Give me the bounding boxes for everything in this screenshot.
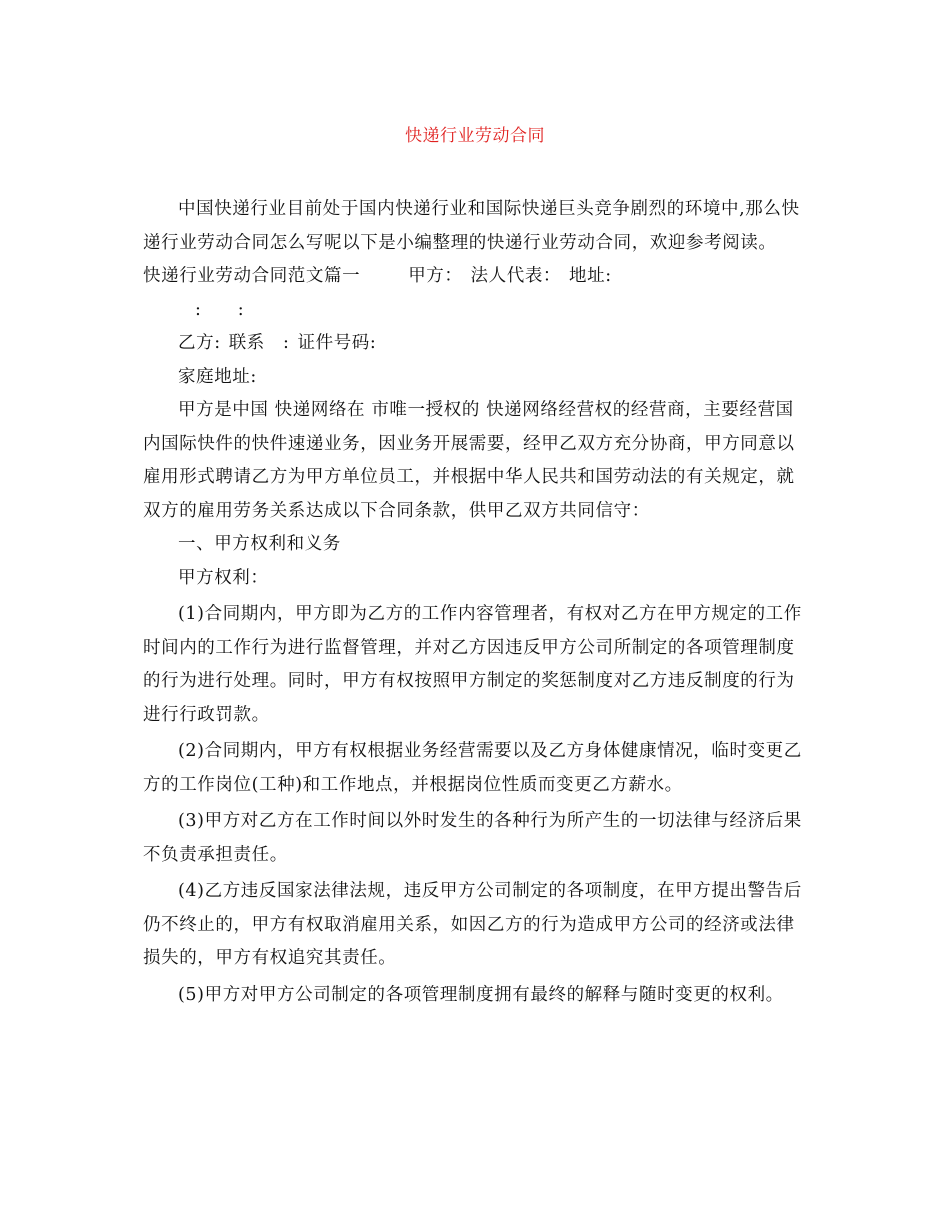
party-b-label: 乙方:: [178, 333, 221, 353]
address-label: 地址:: [569, 266, 612, 286]
party-a-label: 甲方：: [408, 266, 463, 286]
party-b-line: [143, 327, 811, 361]
clause-item: (1)合同期内，甲方即为乙方的工作内容管理者，有权对乙方在甲方规定的工作时间内的工作行为进行监督管理，并对乙方因违反甲方公司所制定的各项管理制度的行为进行处理。同时，甲方有权按照甲方制定的奖惩制度对乙方违反制度的行为进行行政罚款。: [143, 604, 802, 725]
home-address-label: 家庭地址:: [178, 366, 257, 387]
clause-item: (2)合同期内，甲方有权根据业务经营需要以及乙方身体健康情况，临时变更乙方的工作岗位(工种)和工作地点，并根据岗位性质而变更乙方薪水。: [143, 741, 802, 795]
clause-item: (4)乙方违反国家法律法规，违反甲方公司制定的各项制度，在甲方提出警告后仍不终止的，甲方有权取消雇用关系，如因乙方的行为造成甲方公司的经济或法律损失的，甲方有权追究其责任。: [143, 881, 802, 968]
colon-line: : :: [195, 299, 245, 320]
section-label: 快递行业劳动合同范文篇一: [143, 266, 361, 286]
legal-rep-label: 法人代表：: [470, 266, 562, 286]
contact-label: 联系 :: [228, 333, 290, 353]
section-one-heading: 一、甲方权利和义务: [178, 534, 341, 554]
document-title: 快递行业劳动合同: [405, 126, 545, 146]
document-body: [143, 193, 811, 1012]
rights-heading: 甲方权利：: [178, 567, 269, 588]
intro-paragraph: 中国快递行业目前处于国内快递行业和国际快递巨头竞争剧烈的环境中,那么快递行业劳动合同怎么写呢以下是小编整理的快递行业劳动合同，欢迎参考阅读。: [143, 199, 800, 253]
preamble-paragraph: 甲方是中国 快递网络在 市唯一授权的 快递网络经营权的经营商，主要经营国内国际快件的快件速递业务，因业务开展需要，经甲乙双方充分协商，甲方同意以雇用形式聘请乙方为甲方单位员工，并根据中华人民共和国劳动法的有关规定，就双方的雇用劳务关系达成以下合同条款，供甲乙双方共同信守：: [143, 400, 795, 521]
clause-item: (3)甲方对乙方在工作时间以外时发生的各种行为所产生的一切法律与经济后果不负责承担责任。: [143, 811, 802, 865]
contract-header-line: [143, 260, 811, 294]
clause-item: (5)甲方对甲方公司制定的各项管理制度拥有最终的解释与随时变更的权利。: [178, 984, 784, 1005]
id-number-label: 证件号码:: [297, 333, 377, 353]
